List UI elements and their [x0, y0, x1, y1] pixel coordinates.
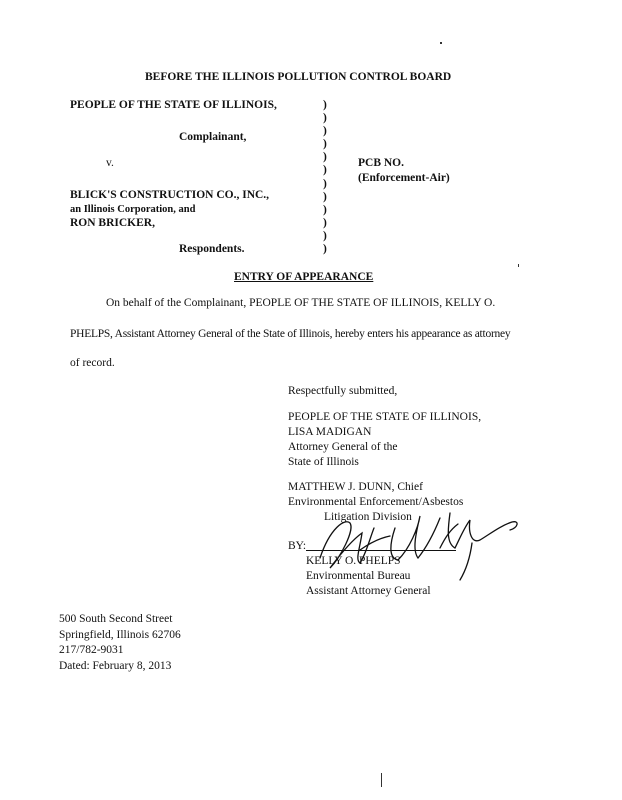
versus-label: v.	[106, 157, 114, 169]
paren: )	[323, 177, 327, 190]
party-name: PEOPLE OF THE STATE OF ILLINOIS,	[288, 411, 482, 423]
defendant-company: BLICK'S CONSTRUCTION CO., INC.,	[70, 189, 270, 201]
chief-subdivision: Litigation Division	[324, 511, 412, 523]
case-number: PCB NO.	[358, 157, 404, 169]
signer-bureau: Environmental Bureau	[306, 570, 411, 582]
by-label: BY:	[288, 540, 307, 552]
document-title: ENTRY OF APPEARANCE	[234, 271, 374, 283]
caption-paren-column	[323, 99, 327, 256]
paren: )	[323, 151, 327, 164]
paren: )	[323, 138, 327, 151]
scan-speck	[518, 264, 519, 267]
defendant-role: Respondents.	[179, 243, 245, 255]
address-block	[59, 612, 181, 674]
body-line-1: On behalf of the Complainant, PEOPLE OF THE STATE OF ILLINOIS, KELLY O.	[106, 297, 496, 309]
body-line-2: PHELPS, Assistant Attorney General of the State of Illinois, hereby enters his appearance as attorney	[70, 328, 511, 340]
paren: )	[323, 229, 327, 242]
paren: )	[323, 203, 327, 216]
address-dated: Dated: February 8, 2013	[59, 659, 172, 672]
case-type: (Enforcement-Air)	[358, 172, 450, 184]
paren: )	[323, 164, 327, 177]
signer-title: Assistant Attorney General	[306, 585, 431, 597]
sig-party	[288, 410, 481, 470]
paren: )	[323, 99, 327, 111]
scan-speck	[440, 42, 442, 44]
defendant-individual: RON BRICKER,	[70, 217, 155, 229]
defendant-company-desc: an Illinois Corporation, and	[70, 204, 196, 215]
body-line-3: of record.	[70, 357, 115, 369]
paren: )	[323, 216, 327, 229]
paren: )	[323, 112, 327, 125]
chief-name: MATTHEW J. DUNN, Chief	[288, 481, 423, 493]
paren: )	[323, 190, 327, 203]
paren: )	[323, 125, 327, 138]
address-city: Springfield, Illinois 62706	[59, 628, 181, 641]
closing: Respectfully submitted,	[288, 385, 398, 397]
page-heading: BEFORE THE ILLINOIS POLLUTION CONTROL BOARD	[145, 71, 452, 83]
address-phone: 217/782-9031	[59, 644, 124, 656]
chief-division: Environmental Enforcement/Asbestos	[288, 496, 464, 508]
sig-signer	[306, 554, 431, 599]
signer-name: KELLY O. PHELPS	[306, 555, 401, 567]
scan-speck	[381, 773, 382, 787]
plaintiff-role: Complainant,	[179, 131, 247, 143]
ag-state: State of Illinois	[288, 456, 359, 468]
paren: )	[323, 243, 327, 256]
ag-name: LISA MADIGAN	[288, 426, 372, 438]
address-street: 500 South Second Street	[59, 613, 173, 625]
plaintiff-name: PEOPLE OF THE STATE OF ILLINOIS,	[70, 99, 277, 111]
ag-title: Attorney General of the	[288, 441, 398, 453]
